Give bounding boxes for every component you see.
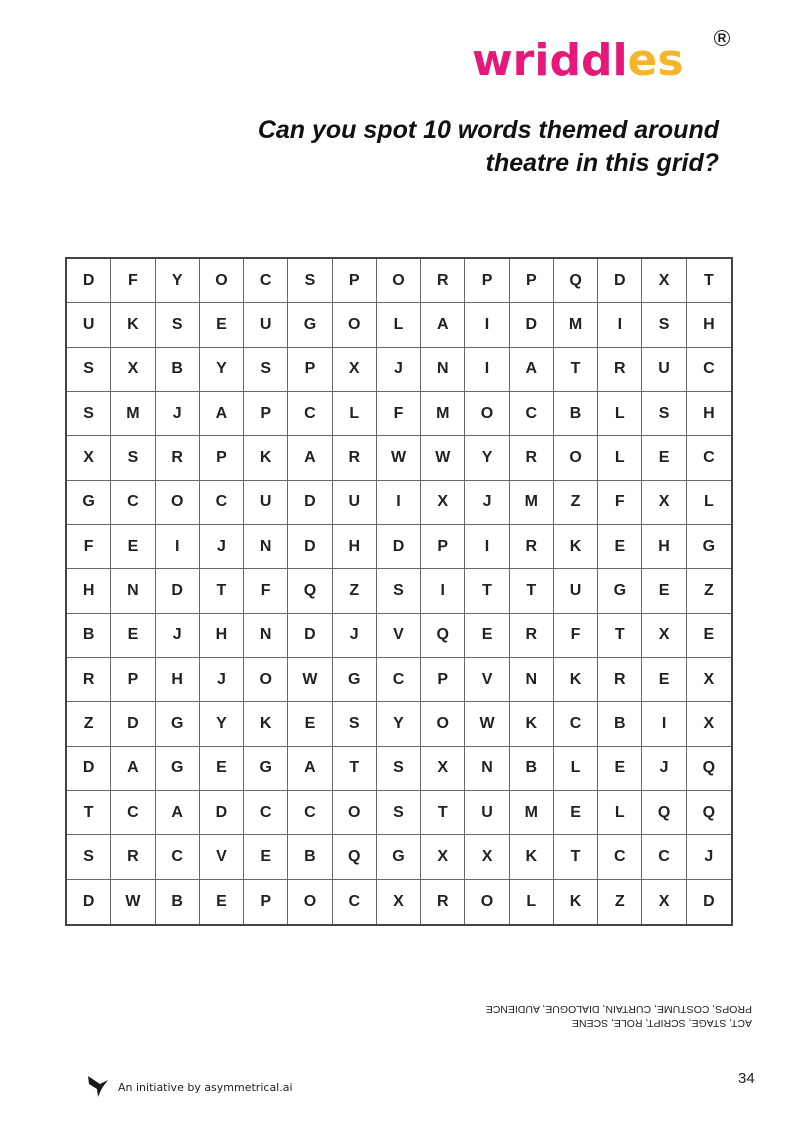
grid-cell: R — [333, 436, 377, 480]
grid-cell: C — [687, 436, 731, 480]
grid-cell: G — [156, 702, 200, 746]
grid-cell: S — [642, 303, 686, 347]
grid-cell: L — [598, 791, 642, 835]
grid-cell: H — [67, 569, 111, 613]
grid-cell: D — [288, 614, 332, 658]
grid-cell: O — [333, 791, 377, 835]
grid-cell: U — [244, 481, 288, 525]
grid-cell: C — [288, 392, 332, 436]
grid-cell: B — [288, 835, 332, 879]
grid-cell: U — [333, 481, 377, 525]
grid-cell: C — [288, 791, 332, 835]
grid-cell: H — [687, 303, 731, 347]
grid-cell: L — [510, 880, 554, 924]
grid-cell: C — [642, 835, 686, 879]
logo-letter: r — [512, 35, 535, 86]
grid-cell: B — [598, 702, 642, 746]
grid-cell: S — [67, 835, 111, 879]
grid-cell: R — [510, 436, 554, 480]
grid-cell: O — [465, 392, 509, 436]
grid-cell: E — [111, 614, 155, 658]
grid-cell: Z — [333, 569, 377, 613]
grid-cell: W — [465, 702, 509, 746]
grid-cell: T — [554, 835, 598, 879]
grid-cell: P — [510, 259, 554, 303]
grid-cell: J — [200, 525, 244, 569]
grid-cell: E — [642, 569, 686, 613]
grid-cell: Y — [156, 259, 200, 303]
grid-cell: C — [598, 835, 642, 879]
grid-cell: J — [156, 614, 200, 658]
grid-cell: R — [156, 436, 200, 480]
grid-cell: C — [111, 791, 155, 835]
grid-cell: S — [67, 348, 111, 392]
grid-cell: E — [554, 791, 598, 835]
answer-key — [480, 1002, 752, 1030]
grid-cell: T — [421, 791, 465, 835]
grid-cell: L — [333, 392, 377, 436]
grid-cell: T — [200, 569, 244, 613]
grid-cell: D — [67, 880, 111, 924]
grid-cell: P — [421, 658, 465, 702]
grid-cell: R — [421, 259, 465, 303]
page-heading — [199, 114, 719, 180]
grid-cell: G — [244, 747, 288, 791]
grid-cell: V — [465, 658, 509, 702]
grid-cell: J — [377, 348, 421, 392]
grid-cell: F — [377, 392, 421, 436]
grid-cell: D — [200, 791, 244, 835]
grid-cell: S — [642, 392, 686, 436]
grid-cell: D — [288, 481, 332, 525]
grid-cell: S — [377, 569, 421, 613]
grid-cell: R — [421, 880, 465, 924]
grid-cell: G — [156, 747, 200, 791]
grid-cell: Y — [465, 436, 509, 480]
grid-cell: A — [510, 348, 554, 392]
grid-cell: X — [642, 259, 686, 303]
grid-cell: C — [333, 880, 377, 924]
grid-cell: G — [333, 658, 377, 702]
grid-cell: Q — [333, 835, 377, 879]
grid-cell: E — [687, 614, 731, 658]
grid-cell: G — [377, 835, 421, 879]
grid-cell: R — [111, 835, 155, 879]
grid-cell: Z — [598, 880, 642, 924]
grid-cell: X — [465, 835, 509, 879]
grid-cell: I — [465, 525, 509, 569]
logo-letter: l — [612, 35, 628, 86]
grid-cell: A — [200, 392, 244, 436]
grid-cell: T — [598, 614, 642, 658]
grid-cell: L — [598, 392, 642, 436]
grid-cell: C — [200, 481, 244, 525]
grid-cell: O — [156, 481, 200, 525]
heading-line-2: theatre in this grid? — [485, 149, 719, 177]
grid-cell: L — [377, 303, 421, 347]
grid-cell: T — [510, 569, 554, 613]
grid-cell: Y — [200, 702, 244, 746]
logo-letter: d — [580, 35, 613, 86]
grid-cell: L — [598, 436, 642, 480]
grid-cell: R — [510, 614, 554, 658]
grid-cell: E — [200, 303, 244, 347]
grid-cell: T — [554, 348, 598, 392]
grid-cell: E — [642, 436, 686, 480]
grid-cell: X — [377, 880, 421, 924]
grid-cell: J — [687, 835, 731, 879]
grid-cell: N — [465, 747, 509, 791]
grid-cell: J — [465, 481, 509, 525]
grid-cell: A — [288, 436, 332, 480]
page-number: 34 — [738, 1070, 755, 1087]
grid-cell: E — [111, 525, 155, 569]
grid-cell: N — [244, 614, 288, 658]
logo-letter: e — [627, 35, 658, 86]
grid-cell: V — [200, 835, 244, 879]
grid-cell: Q — [554, 259, 598, 303]
grid-cell: Q — [687, 791, 731, 835]
grid-cell: P — [200, 436, 244, 480]
grid-cell: K — [244, 436, 288, 480]
grid-cell: P — [333, 259, 377, 303]
grid-cell: C — [156, 835, 200, 879]
grid-cell: U — [244, 303, 288, 347]
grid-cell: D — [598, 259, 642, 303]
grid-cell: O — [200, 259, 244, 303]
grid-cell: C — [554, 702, 598, 746]
grid-cell: I — [598, 303, 642, 347]
grid-cell: X — [111, 348, 155, 392]
grid-cell: A — [156, 791, 200, 835]
footer — [86, 1074, 293, 1100]
grid-cell: M — [111, 392, 155, 436]
grid-cell: O — [554, 436, 598, 480]
grid-cell: C — [377, 658, 421, 702]
grid-cell: X — [333, 348, 377, 392]
grid-cell: H — [156, 658, 200, 702]
grid-cell: D — [288, 525, 332, 569]
grid-cell: C — [244, 791, 288, 835]
grid-cell: I — [465, 303, 509, 347]
grid-cell: M — [510, 481, 554, 525]
bird-logo-icon — [86, 1072, 110, 1103]
grid-cell: P — [421, 525, 465, 569]
grid-cell: W — [111, 880, 155, 924]
grid-cell: E — [598, 747, 642, 791]
grid-cell: C — [111, 481, 155, 525]
grid-cell: M — [554, 303, 598, 347]
grid-cell: Q — [421, 614, 465, 658]
grid-cell: J — [333, 614, 377, 658]
grid-cell: X — [421, 747, 465, 791]
grid-cell: M — [421, 392, 465, 436]
grid-cell: L — [687, 481, 731, 525]
answer-line-1: ACT, STAGE, SCRIPT, ROLE, SCENE — [571, 1017, 752, 1029]
grid-cell: S — [156, 303, 200, 347]
grid-cell: Y — [200, 348, 244, 392]
heading-line-1: Can you spot 10 words themed around — [257, 116, 719, 144]
registered-mark: R — [714, 30, 730, 46]
grid-cell: E — [200, 880, 244, 924]
grid-cell: J — [200, 658, 244, 702]
grid-cell: O — [244, 658, 288, 702]
grid-cell: O — [288, 880, 332, 924]
grid-cell: K — [510, 702, 554, 746]
grid-cell: H — [333, 525, 377, 569]
grid-cell: E — [598, 525, 642, 569]
logo-letter: i — [534, 35, 550, 86]
grid-cell: P — [244, 880, 288, 924]
grid-cell: D — [67, 259, 111, 303]
grid-cell: K — [111, 303, 155, 347]
grid-cell: K — [554, 880, 598, 924]
grid-cell: X — [687, 658, 731, 702]
grid-cell: R — [510, 525, 554, 569]
grid-cell: U — [642, 348, 686, 392]
grid-cell: O — [333, 303, 377, 347]
grid-cell: F — [111, 259, 155, 303]
grid-cell: J — [156, 392, 200, 436]
grid-cell: D — [156, 569, 200, 613]
grid-cell: S — [244, 348, 288, 392]
grid-cell: J — [642, 747, 686, 791]
grid-cell: T — [67, 791, 111, 835]
grid-cell: F — [67, 525, 111, 569]
grid-cell: S — [111, 436, 155, 480]
grid-cell: Q — [288, 569, 332, 613]
grid-cell: G — [288, 303, 332, 347]
grid-cell: A — [421, 303, 465, 347]
grid-cell: I — [377, 481, 421, 525]
grid-cell: N — [421, 348, 465, 392]
grid-cell: F — [244, 569, 288, 613]
grid-cell: Z — [67, 702, 111, 746]
grid-cell: K — [554, 525, 598, 569]
grid-cell: S — [377, 791, 421, 835]
grid-cell: E — [642, 658, 686, 702]
grid-cell: H — [687, 392, 731, 436]
grid-cell: O — [465, 880, 509, 924]
grid-cell: N — [244, 525, 288, 569]
grid-cell: U — [554, 569, 598, 613]
grid-cell: D — [703, 892, 715, 910]
grid-cell: R — [598, 658, 642, 702]
grid-cell: Z — [687, 569, 731, 613]
grid-cell: X — [687, 702, 731, 746]
grid-cell: X — [642, 481, 686, 525]
logo-letter: d — [549, 35, 581, 86]
grid-cell: B — [67, 614, 111, 658]
grid-cell: W — [377, 436, 421, 480]
grid-cell: T — [465, 569, 509, 613]
grid-cell: D — [67, 747, 111, 791]
grid-cell: C — [244, 259, 288, 303]
grid-cell: G — [598, 569, 642, 613]
grid-cell: P — [244, 392, 288, 436]
grid-cell: E — [200, 747, 244, 791]
grid-cell: F — [554, 614, 598, 658]
grid-cell: S — [288, 259, 332, 303]
grid-cell: V — [377, 614, 421, 658]
grid-cell: B — [554, 392, 598, 436]
grid-cell: I — [642, 702, 686, 746]
grid-cell: H — [200, 614, 244, 658]
grid-cell: X — [642, 614, 686, 658]
grid-cell: K — [554, 658, 598, 702]
answer-line-2: PROPS, COSTUME, CURTAIN, DIALOGUE, AUDIENCE — [485, 1003, 752, 1015]
grid-cell: G — [687, 525, 731, 569]
grid-cell: H — [642, 525, 686, 569]
grid-cell: R — [598, 348, 642, 392]
grid-cell: M — [510, 791, 554, 835]
grid-cell: X — [67, 436, 111, 480]
grid-cell: C — [687, 348, 731, 392]
grid-cell: D — [510, 303, 554, 347]
grid-cell: B — [156, 348, 200, 392]
grid-cell: D — [377, 525, 421, 569]
grid-cell: P — [465, 259, 509, 303]
grid-cell: B — [156, 880, 200, 924]
grid-cell: N — [510, 658, 554, 702]
grid-cell: C — [510, 392, 554, 436]
grid-cell: B — [510, 747, 554, 791]
grid-cell: Q — [642, 791, 686, 835]
wriddles-logo — [472, 36, 722, 86]
grid-cell: P — [111, 658, 155, 702]
grid-cell: U — [465, 791, 509, 835]
grid-cell: T — [687, 259, 731, 303]
grid-cell: P — [288, 348, 332, 392]
grid-cell: S — [333, 702, 377, 746]
grid-cell: E — [465, 614, 509, 658]
grid-cell: E — [244, 835, 288, 879]
word-search-grid — [65, 257, 733, 926]
grid-cell: R — [67, 658, 111, 702]
grid-cell: O — [377, 259, 421, 303]
grid-cell: X — [421, 481, 465, 525]
grid-cell: T — [333, 747, 377, 791]
grid-cell: X — [642, 880, 686, 924]
grid-cell: W — [288, 658, 332, 702]
grid-cell: Y — [377, 702, 421, 746]
grid-cell: W — [421, 436, 465, 480]
logo-letter: s — [657, 35, 684, 86]
grid-cell: K — [510, 835, 554, 879]
grid-cell: D — [111, 702, 155, 746]
footer-text: An initiative by asymmetrical.ai — [118, 1080, 293, 1094]
grid-cell: N — [111, 569, 155, 613]
grid-cell: Q — [687, 747, 731, 791]
grid-cell: L — [554, 747, 598, 791]
grid-cell: A — [288, 747, 332, 791]
grid-cell: X — [421, 835, 465, 879]
grid-cell: I — [465, 348, 509, 392]
grid-cell: O — [421, 702, 465, 746]
grid-cell: I — [421, 569, 465, 613]
grid-cell: E — [288, 702, 332, 746]
logo-letter: w — [472, 35, 513, 86]
grid-cell: S — [377, 747, 421, 791]
grid-cell: U — [67, 303, 111, 347]
grid-cell: G — [67, 481, 111, 525]
grid-cell: F — [598, 481, 642, 525]
grid-cell: A — [111, 747, 155, 791]
grid-cell: K — [244, 702, 288, 746]
grid-cell: I — [156, 525, 200, 569]
grid-cell: S — [67, 392, 111, 436]
grid-cell: Z — [554, 481, 598, 525]
